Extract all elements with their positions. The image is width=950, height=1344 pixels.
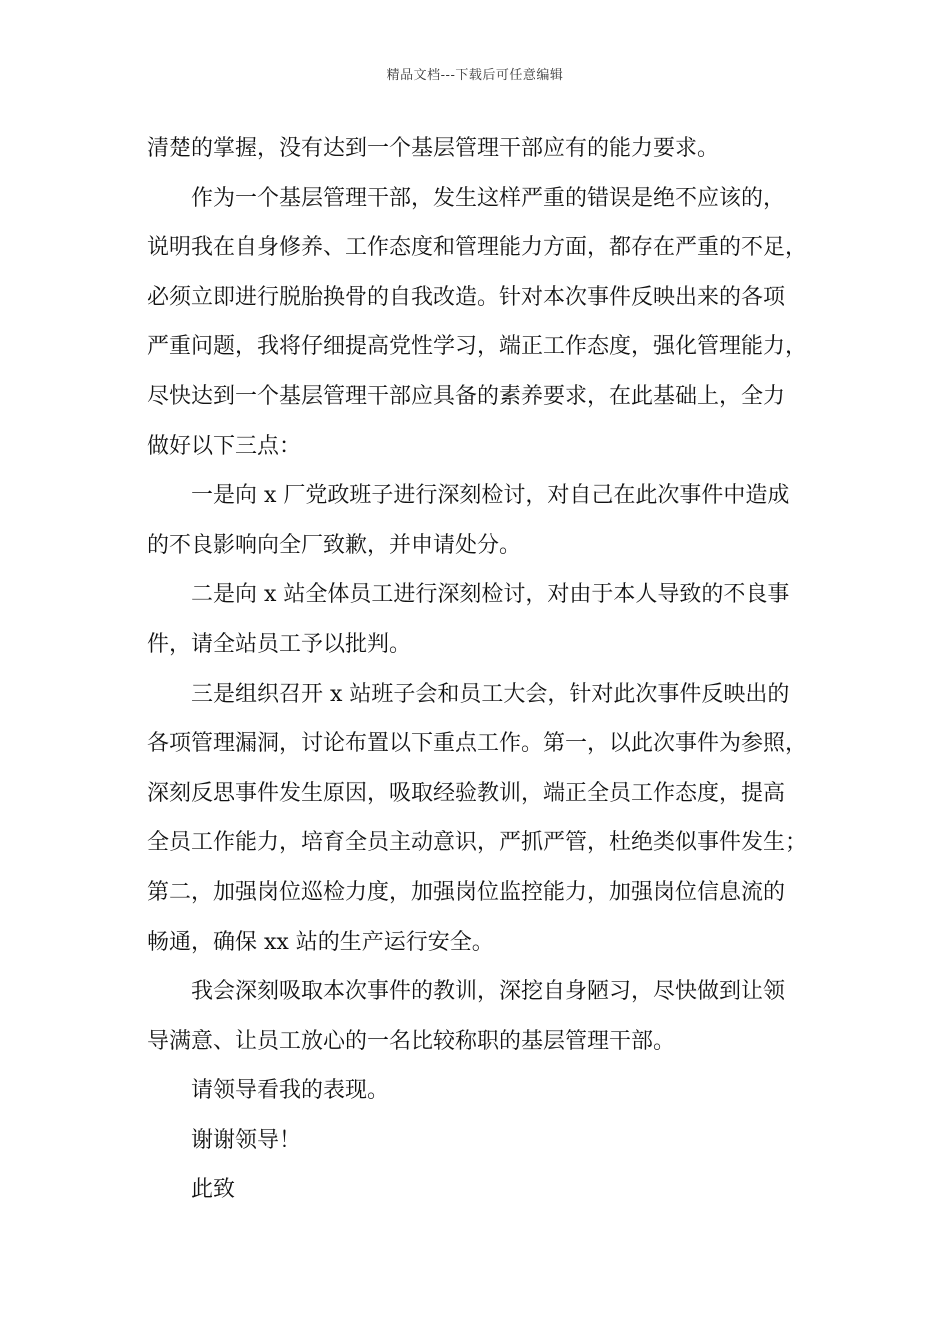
text-line: 清楚的掌握，没有达到一个基层管理干部应有的能力要求。 bbox=[147, 136, 720, 161]
text-line: 的不良影响向全厂致歉，并申请处分。 bbox=[147, 532, 522, 558]
text-line: 一是向 x 厂党政班子进行深刻检讨，对自己在此次事件中造成 bbox=[191, 483, 790, 509]
text-line: 我会深刻吸取本次事件的教训，深挖自身陋习，尽快做到让领 bbox=[191, 979, 786, 1005]
text-line: 请领导看我的表现。 bbox=[191, 1078, 390, 1104]
text-line: 严重问题，我将仔细提高党性学习，端正工作态度，强化管理能力， bbox=[147, 334, 808, 360]
text-line: 谢谢领导！ bbox=[191, 1127, 302, 1153]
document-body bbox=[147, 124, 827, 1215]
page-header: 精品文档---下载后可任意编辑 bbox=[386, 68, 564, 83]
text-line: 三是组织召开 x 站班子会和员工大会，针对此次事件反映出的 bbox=[191, 681, 790, 707]
text-line: 件，请全站员工予以批判。 bbox=[147, 631, 412, 657]
text-line: 必须立即进行脱胎换骨的自我改造。针对本次事件反映出来的各项 bbox=[147, 284, 786, 310]
text-line: 二是向 x 站全体员工进行深刻检讨，对由于本人导致的不良事 bbox=[191, 582, 790, 608]
text-line: 作为一个基层管理干部，发生这样严重的错误是绝不应该的， bbox=[191, 185, 786, 211]
text-line: 畅通，确保 xx 站的生产运行安全。 bbox=[147, 929, 494, 955]
text-line: 深刻反思事件发生原因，吸取经验教训，端正全员工作态度，提高 bbox=[147, 780, 786, 806]
text-line: 说明我在自身修养、工作态度和管理能力方面，都存在严重的不足， bbox=[147, 235, 808, 261]
text-line: 全员工作能力，培育全员主动意识，严抓严管，杜绝类似事件发生； bbox=[147, 830, 808, 856]
text-line: 此致 bbox=[191, 1177, 236, 1203]
text-line: 尽快达到一个基层管理干部应具备的素养要求，在此基础上，全力 bbox=[147, 383, 786, 409]
text-line: 做好以下三点： bbox=[147, 433, 302, 459]
text-line: 各项管理漏洞，讨论布置以下重点工作。第一，以此次事件为参照， bbox=[147, 731, 808, 757]
text-line: 第二，加强岗位巡检力度，加强岗位监控能力，加强岗位信息流的 bbox=[147, 879, 786, 905]
text-line: 导满意、让员工放心的一名比较称职的基层管理干部。 bbox=[147, 1028, 676, 1054]
